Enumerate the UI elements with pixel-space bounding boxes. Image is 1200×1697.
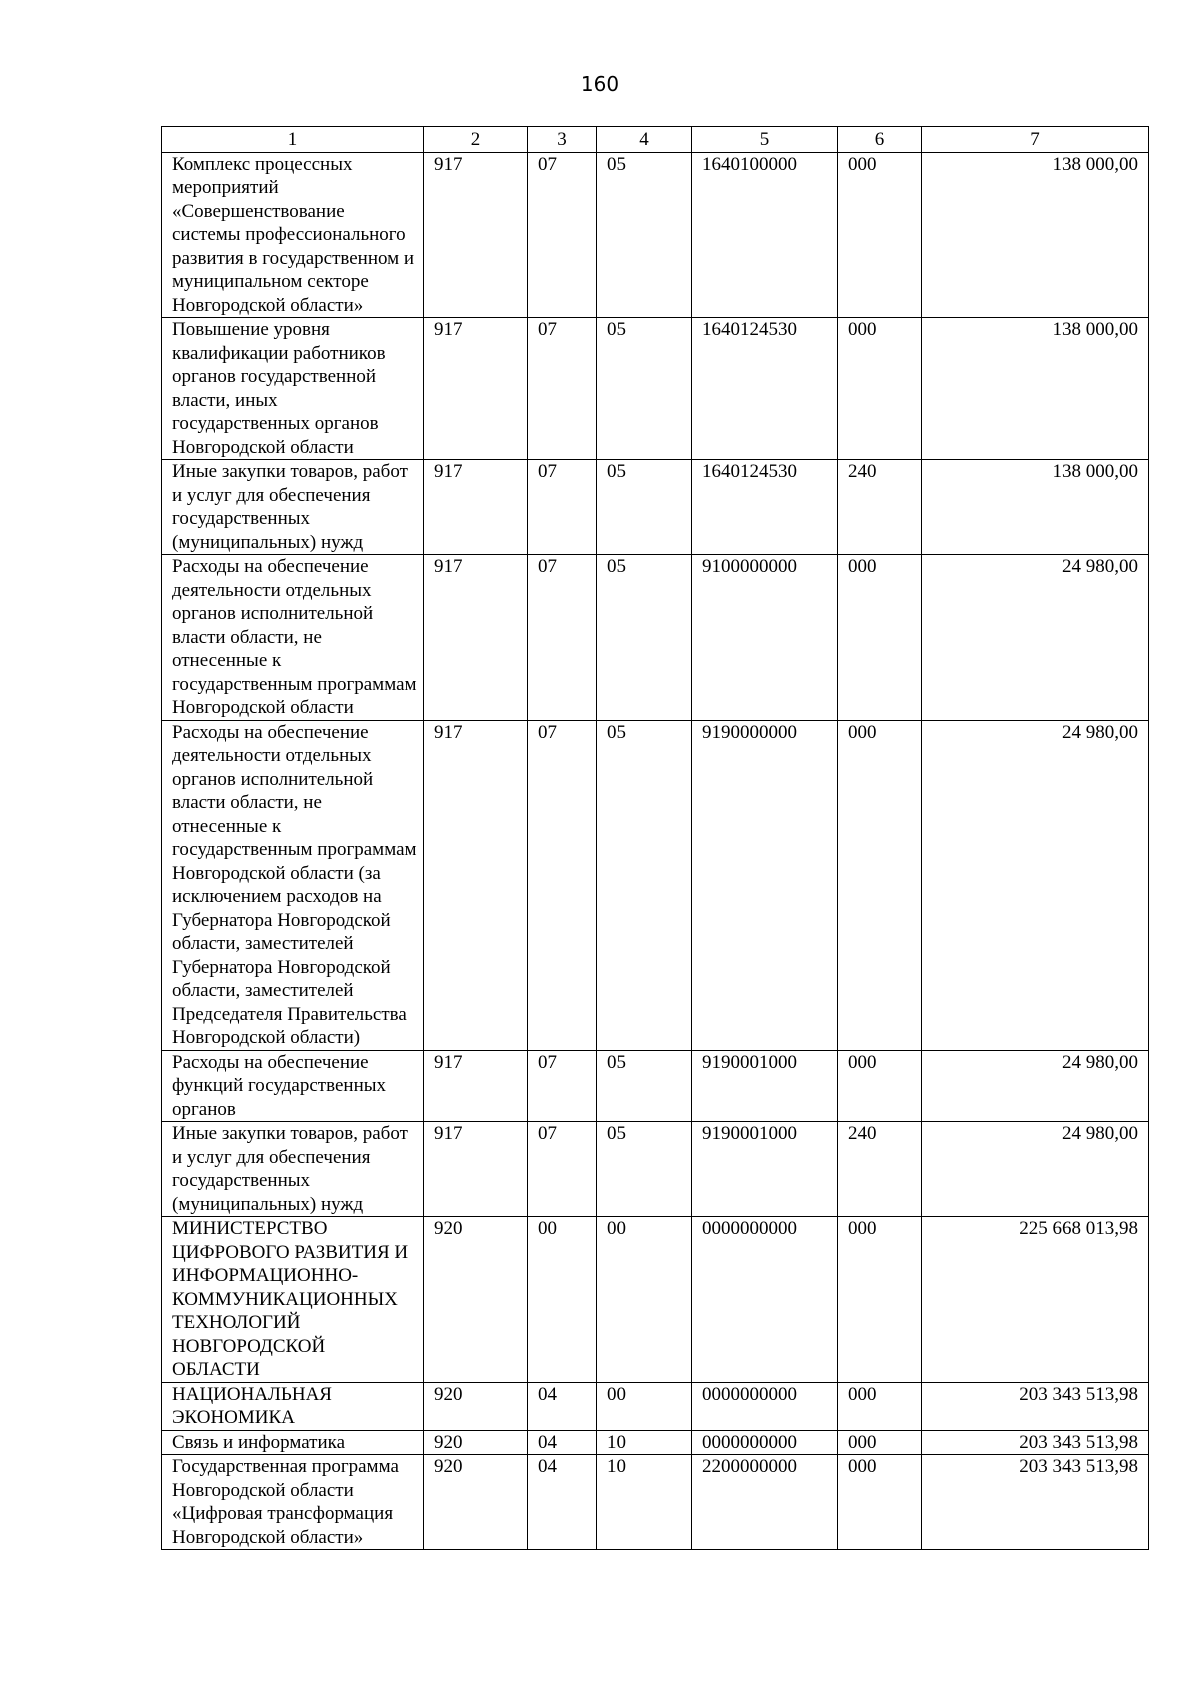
section-code: 07 xyxy=(528,1050,597,1122)
row-name: Повышение уровня квалификации работников органов государственной власти, иных государственных органов Новгородской области xyxy=(162,318,424,460)
table-row xyxy=(162,460,1149,555)
amount: 203 343 513,98 xyxy=(922,1455,1149,1550)
target-article-code: 9100000000 xyxy=(692,555,838,721)
ministry-code: 917 xyxy=(424,555,528,721)
column-header-6: 6 xyxy=(838,127,922,153)
section-code: 07 xyxy=(528,555,597,721)
amount: 24 980,00 xyxy=(922,720,1149,1050)
column-header-2: 2 xyxy=(424,127,528,153)
section-code: 04 xyxy=(528,1455,597,1550)
row-name: НАЦИОНАЛЬНАЯ ЭКОНОМИКА xyxy=(162,1382,424,1430)
amount: 203 343 513,98 xyxy=(922,1382,1149,1430)
row-name: Государственная программа Новгородской области «Цифровая трансформация Новгородской области» xyxy=(162,1455,424,1550)
expense-type-code: 000 xyxy=(838,1430,922,1455)
target-article-code: 0000000000 xyxy=(692,1217,838,1383)
ministry-code: 920 xyxy=(424,1217,528,1383)
column-header-5: 5 xyxy=(692,127,838,153)
amount: 24 980,00 xyxy=(922,1050,1149,1122)
row-name: Иные закупки товаров, работ и услуг для обеспечения государственных (муниципальных) нужд xyxy=(162,460,424,555)
ministry-code: 917 xyxy=(424,460,528,555)
ministry-code: 917 xyxy=(424,318,528,460)
target-article-code: 1640100000 xyxy=(692,152,838,318)
expense-type-code: 000 xyxy=(838,1455,922,1550)
budget-table xyxy=(161,126,1149,1550)
expense-type-code: 240 xyxy=(838,1122,922,1217)
table-row xyxy=(162,1382,1149,1430)
table-row xyxy=(162,318,1149,460)
row-name: МИНИСТЕРСТВО ЦИФРОВОГО РАЗВИТИЯ И ИНФОРМАЦИОННО-КОММУНИКАЦИОННЫХ ТЕХНОЛОГИЙ НОВГОРОДСКОЙ ОБЛАСТИ xyxy=(162,1217,424,1383)
ministry-code: 920 xyxy=(424,1430,528,1455)
target-article-code: 1640124530 xyxy=(692,460,838,555)
subsection-code: 05 xyxy=(597,152,692,318)
expense-type-code: 000 xyxy=(838,1382,922,1430)
table-row xyxy=(162,1217,1149,1383)
subsection-code: 05 xyxy=(597,1050,692,1122)
row-name: Связь и информатика xyxy=(162,1430,424,1455)
table-row xyxy=(162,555,1149,721)
section-code: 07 xyxy=(528,1122,597,1217)
expense-type-code: 000 xyxy=(838,1217,922,1383)
expense-type-code: 000 xyxy=(838,1050,922,1122)
section-code: 07 xyxy=(528,720,597,1050)
table-row xyxy=(162,1122,1149,1217)
expense-type-code: 000 xyxy=(838,555,922,721)
expense-type-code: 000 xyxy=(838,318,922,460)
amount: 138 000,00 xyxy=(922,152,1149,318)
table-row xyxy=(162,1430,1149,1455)
expense-type-code: 000 xyxy=(838,152,922,318)
row-name: Расходы на обеспечение функций государственных органов xyxy=(162,1050,424,1122)
target-article-code: 9190000000 xyxy=(692,720,838,1050)
row-name: Расходы на обеспечение деятельности отдельных органов исполнительной власти области, не отнесенные к государственным программам Новгородской области xyxy=(162,555,424,721)
table-row xyxy=(162,1455,1149,1550)
row-name: Расходы на обеспечение деятельности отдельных органов исполнительной власти области, не отнесенные к государственным программам Новгородской области (за исключением расходов на Губернатора Новгородской области, заместителей Губернатора Новгородской области, заместителей Председателя Правительства Новгородской области) xyxy=(162,720,424,1050)
section-code: 04 xyxy=(528,1382,597,1430)
page-number: 160 xyxy=(580,72,620,96)
row-name: Комплекс процессных мероприятий «Совершенствование системы профессионального развития в государственном и муниципальном секторе Новгородской области» xyxy=(162,152,424,318)
subsection-code: 05 xyxy=(597,1122,692,1217)
subsection-code: 10 xyxy=(597,1430,692,1455)
header-row xyxy=(162,127,1149,153)
section-code: 04 xyxy=(528,1430,597,1455)
amount: 225 668 013,98 xyxy=(922,1217,1149,1383)
section-code: 07 xyxy=(528,152,597,318)
subsection-code: 05 xyxy=(597,460,692,555)
ministry-code: 917 xyxy=(424,152,528,318)
target-article-code: 0000000000 xyxy=(692,1382,838,1430)
row-name: Иные закупки товаров, работ и услуг для обеспечения государственных (муниципальных) нужд xyxy=(162,1122,424,1217)
expense-type-code: 000 xyxy=(838,720,922,1050)
target-article-code: 2200000000 xyxy=(692,1455,838,1550)
amount: 138 000,00 xyxy=(922,318,1149,460)
amount: 24 980,00 xyxy=(922,1122,1149,1217)
section-code: 07 xyxy=(528,460,597,555)
table-row xyxy=(162,720,1149,1050)
expense-type-code: 240 xyxy=(838,460,922,555)
subsection-code: 05 xyxy=(597,555,692,721)
amount: 203 343 513,98 xyxy=(922,1430,1149,1455)
amount: 24 980,00 xyxy=(922,555,1149,721)
amount: 138 000,00 xyxy=(922,460,1149,555)
ministry-code: 917 xyxy=(424,720,528,1050)
table-row xyxy=(162,152,1149,318)
column-header-1: 1 xyxy=(162,127,424,153)
column-header-3: 3 xyxy=(528,127,597,153)
target-article-code: 9190001000 xyxy=(692,1122,838,1217)
target-article-code: 0000000000 xyxy=(692,1430,838,1455)
subsection-code: 00 xyxy=(597,1382,692,1430)
table-row xyxy=(162,1050,1149,1122)
subsection-code: 00 xyxy=(597,1217,692,1383)
target-article-code: 1640124530 xyxy=(692,318,838,460)
ministry-code: 920 xyxy=(424,1455,528,1550)
section-code: 00 xyxy=(528,1217,597,1383)
column-header-4: 4 xyxy=(597,127,692,153)
subsection-code: 05 xyxy=(597,318,692,460)
ministry-code: 917 xyxy=(424,1050,528,1122)
ministry-code: 920 xyxy=(424,1382,528,1430)
ministry-code: 917 xyxy=(424,1122,528,1217)
subsection-code: 10 xyxy=(597,1455,692,1550)
target-article-code: 9190001000 xyxy=(692,1050,838,1122)
column-header-7: 7 xyxy=(922,127,1149,153)
section-code: 07 xyxy=(528,318,597,460)
subsection-code: 05 xyxy=(597,720,692,1050)
